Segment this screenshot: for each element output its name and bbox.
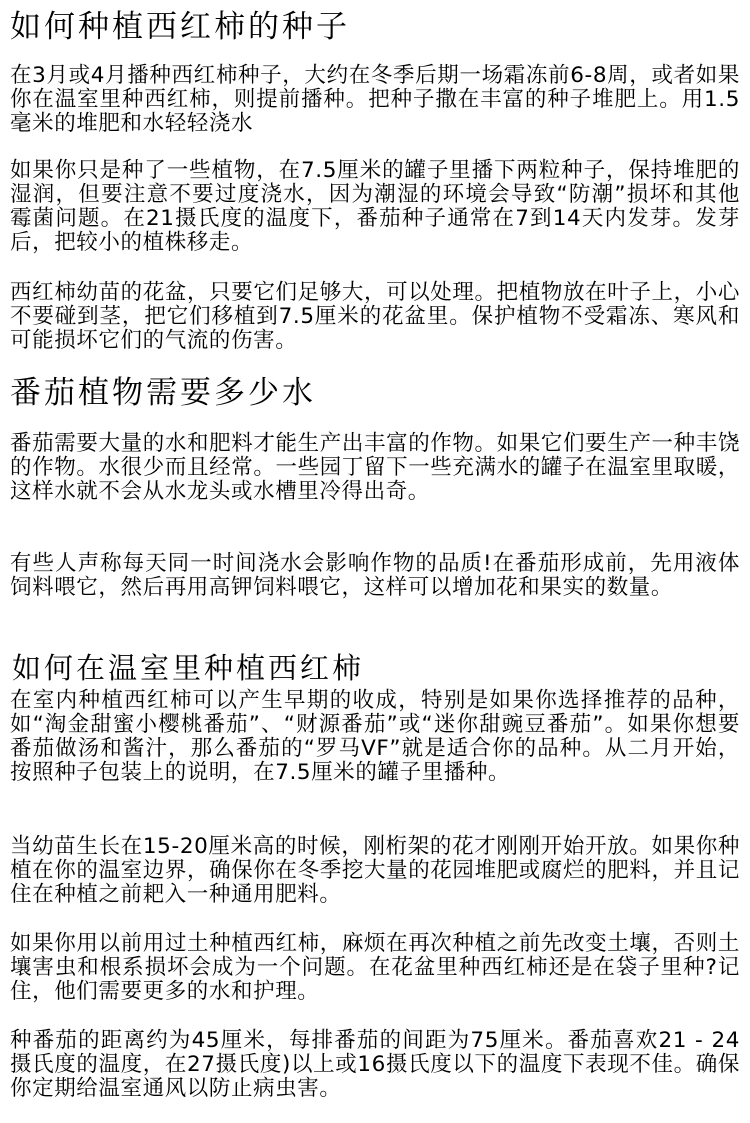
paragraph-soil-change: 如果你用以前用过土种植西红柿，麻烦在再次种植之前先改变土壤，否则土壤害虫和根系损坏会成为一个问题。在花盆里种西红柿还是在袋子里种?记住，他们需要更多的水和护理。: [10, 931, 740, 1004]
paragraph-indoor-varieties: 在室内种植西红柿可以产生早期的收成，特别是如果你选择推荐的品种，如“淘金甜蜜小樱桃番茄”、“财源番茄”或“迷你甜豌豆番茄”。如果你想要番茄做汤和酱汁，那么番茄的“罗马VF”就是适合你的品种。从二月开始，按照种子包装上的说明，在7.5厘米的罐子里播种。: [10, 688, 740, 785]
paragraph-pot-sowing: 如果你只是种了一些植物，在7.5厘米的罐子里播下两粒种子，保持堆肥的湿润，但要注意不要过度浇水，因为潮湿的环境会导致“防潮”损坏和其他霉菌问题。在21摄氏度的温度下，番茄种子通常在7到14天内发芽。发芽后，把较小的植株移走。: [10, 158, 740, 255]
section-heading-greenhouse: 如何在温室里种植西红柿: [12, 651, 365, 685]
paragraph-planting-border: 当幼苗生长在15-20厘米高的时候，刚桁架的花才刚刚开始开放。如果你种植在你的温室边界，确保你在冬季挖大量的花园堆肥或腐烂的肥料，并且记住在种植之前耙入一种通用肥料。: [10, 834, 740, 907]
paragraph-sowing-time: 在3月或4月播种西红柿种子，大约在冬季后期一场霜冻前6-8周，或者如果你在温室里种西红柿，则提前播种。把种子撒在丰富的种子堆肥上。用1.5毫米的堆肥和水轻轻浇水: [10, 63, 740, 136]
paragraph-water-fertilizer: 番茄需要大量的水和肥料才能生产出丰富的作物。如果它们要生产一种丰饶的作物。水很少而且经常。一些园丁留下一些充满水的罐子在温室里取暖，这样水就不会从水龙头或水槽里冷得出奇。: [10, 431, 740, 504]
paragraph-feeding: 有些人声称每天同一时间浇水会影响作物的品质!在番茄形成前，先用液体饲料喂它，然后再用高钾饲料喂它，这样可以增加花和果实的数量。: [10, 551, 740, 600]
section-heading-sow-seeds: 如何种植西红柿的种子: [10, 9, 350, 45]
paragraph-spacing-temperature: 种番茄的距离约为45厘米，每排番茄的间距为75厘米。番茄喜欢21 - 24摄氏度的温度，在27摄氏度)以上或16摄氏度以下的温度下表现不佳。确保你定期给温室通风以防止病虫害。: [10, 1028, 740, 1101]
section-heading-water-needs: 番茄植物需要多少水: [10, 375, 316, 411]
paragraph-seedling-transplant: 西红柿幼苗的花盆，只要它们足够大，可以处理。把植物放在叶子上，小心不要碰到茎，把它们移植到7.5厘米的花盆里。保护植物不受霜冻、寒风和可能损坏它们的气流的伤害。: [10, 280, 740, 353]
